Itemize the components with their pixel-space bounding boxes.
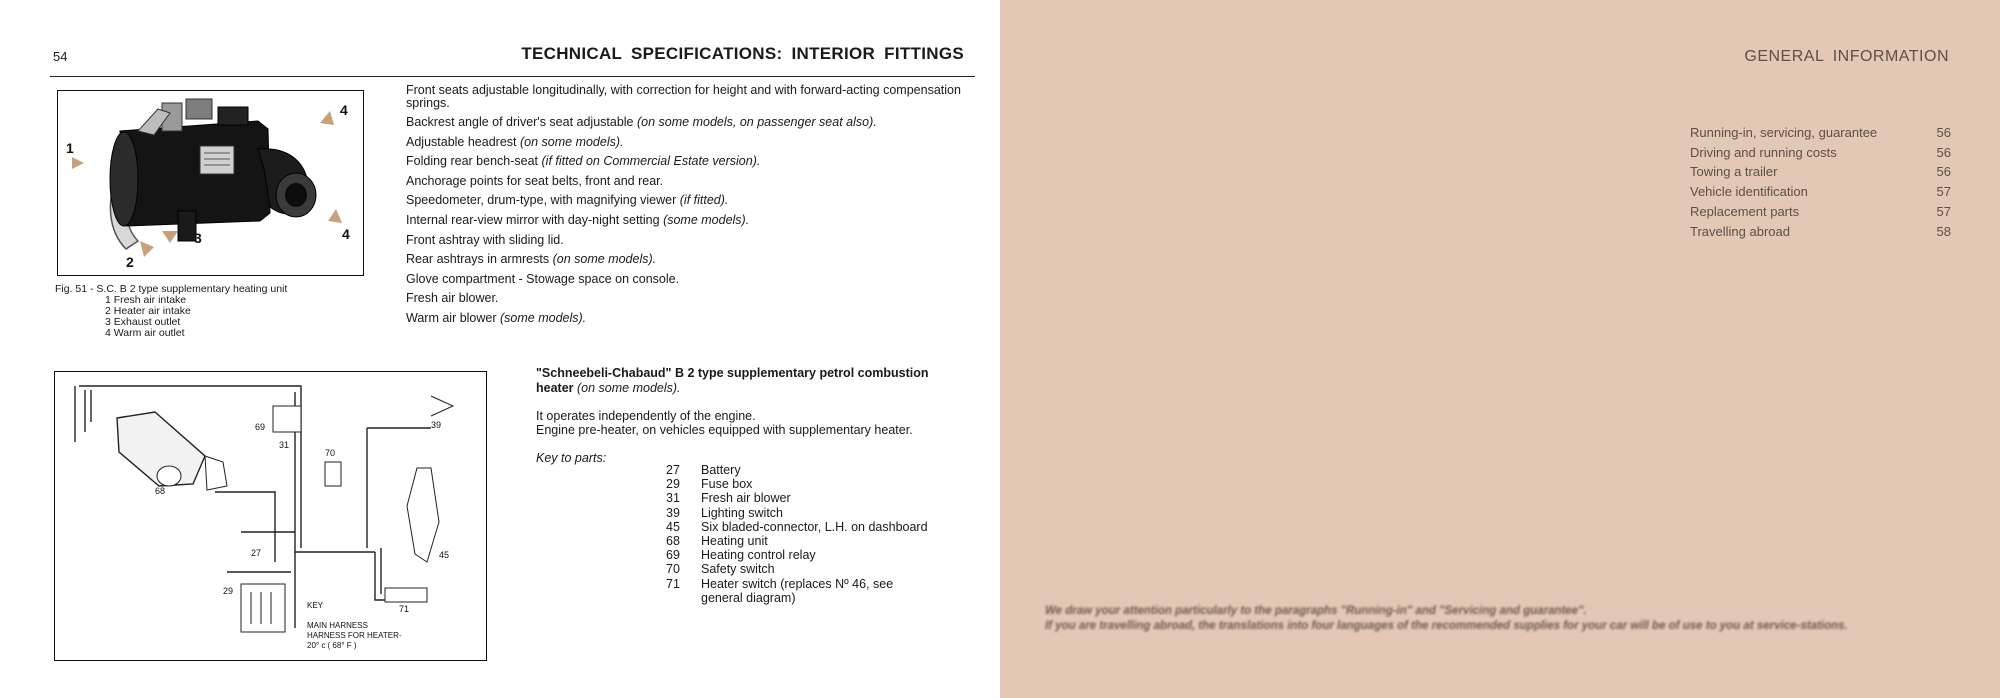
caption-item: 1 Fresh air intake <box>105 294 187 306</box>
toc-entry-page: 58 <box>1936 223 1951 239</box>
caption-title: Fig. 51 - S.C. B 2 type supplementary heating unit <box>55 283 288 295</box>
note-line: If you are travelling abroad, the translations into four languages of the recommended supplies for your car will be of use to you at service-stations. <box>1045 620 1848 632</box>
toc-entry[interactable] <box>1690 182 1951 202</box>
exhaust-arrow-icon <box>162 231 178 243</box>
caption-item: 4 Warm air outlet <box>105 327 185 339</box>
callout-4-top: 4 <box>340 102 348 118</box>
diagram-label-31: 31 <box>279 440 290 450</box>
toc-entry-label: Vehicle identification <box>1690 184 1808 200</box>
diagram-label-39: 39 <box>431 420 442 430</box>
toc-entry-page: 56 <box>1936 164 1951 180</box>
part-row: 31 Fresh air blower <box>666 491 791 506</box>
figure-heating-unit <box>57 90 364 276</box>
toc-entry-page: 56 <box>1936 144 1951 160</box>
general-information-title: GENERAL INFORMATION <box>1744 48 1949 65</box>
toc-entry-label: Replacement parts <box>1690 203 1800 219</box>
warm-air-arrow-top-icon <box>320 111 334 125</box>
spec-item: Rear ashtrays in armrests (on some models). <box>406 252 657 267</box>
header-rule <box>50 76 975 77</box>
toc-entry-label: Running-in, servicing, guarantee <box>1690 125 1878 140</box>
spec-item: Fresh air blower. <box>406 291 499 306</box>
toc-entry-label: Travelling abroad <box>1690 223 1790 239</box>
heating-unit-illustration <box>58 91 363 275</box>
diagram-label-71: 71 <box>399 604 410 614</box>
key-to-parts-label: Key to parts: <box>536 451 607 465</box>
spec-item: Folding rear bench-seat (if fitted on Commercial Estate version). <box>406 154 761 169</box>
toc-entry-page: 57 <box>1936 184 1951 200</box>
diagram-label-70: 70 <box>325 448 336 458</box>
toc-entry-label: Towing a trailer <box>1690 164 1778 180</box>
toc-entry-page: 56 <box>1936 125 1951 140</box>
diagram-label-27: 27 <box>251 548 262 558</box>
diagram-label-45: 45 <box>439 550 450 560</box>
spec-item: Glove compartment - Stowage space on console. <box>406 271 680 286</box>
heater-desc-line: Engine pre-heater, on vehicles equipped with supplementary heater. <box>536 423 913 437</box>
part-row: 70 Safety switch <box>666 562 775 577</box>
toc-entry[interactable] <box>1690 123 1951 143</box>
part-row: 39 Lighting switch <box>666 505 783 520</box>
part-row: 69 Heating control relay <box>666 548 816 563</box>
table-of-contents <box>1690 123 1951 241</box>
toc-entry[interactable] <box>1690 202 1951 222</box>
diagram-legend-main: MAIN HARNESS <box>307 621 368 630</box>
page-header-title: TECHNICAL SPECIFICATIONS: INTERIOR FITTINGS <box>521 44 964 63</box>
diagram-legend-heater: HARNESS FOR HEATER- <box>307 631 402 640</box>
callout-4-bottom: 4 <box>342 226 350 242</box>
figure-wiring-diagram <box>54 371 487 661</box>
key-to-parts-list <box>666 463 931 605</box>
attention-note <box>1045 604 1960 634</box>
fresh-air-arrow-icon <box>72 157 84 169</box>
warm-air-arrow-bottom-icon <box>328 209 342 223</box>
caption-item: 2 Heater air intake <box>105 305 191 317</box>
spec-item: Speedometer, drum-type, with magnifying viewer (if fitted). <box>406 193 729 208</box>
spec-item: Anchorage points for seat belts, front and rear. <box>406 173 664 188</box>
caption-item: 3 Exhaust outlet <box>105 316 181 328</box>
page-number: 54 <box>53 49 68 64</box>
toc-entry-label: Driving and running costs <box>1690 144 1837 160</box>
spec-item: Internal rear-view mirror with day-night setting (some models). <box>406 212 750 227</box>
part-row: 29 Fuse box <box>666 477 753 492</box>
spec-item: Front ashtray with sliding lid. <box>406 232 564 247</box>
diagram-legend-temp: 20° c ( 68° F ) <box>307 641 357 650</box>
diagram-label-69: 69 <box>255 422 266 432</box>
right-page <box>1000 0 2000 698</box>
heater-intake-arrow-icon <box>140 241 154 257</box>
toc-entry[interactable] <box>1690 162 1951 182</box>
diagram-label-29: 29 <box>223 586 234 596</box>
part-row: 68 Heating unit <box>666 534 768 549</box>
note-line: We draw your attention particularly to the paragraphs "Running-in" and "Servicing and guarantee". <box>1045 605 1587 617</box>
part-row: 27 Battery <box>666 463 741 477</box>
wiring-diagram <box>55 372 486 660</box>
figure-caption <box>55 284 287 339</box>
spec-item: Adjustable headrest (on some models). <box>406 134 624 149</box>
spec-item: Backrest angle of driver's seat adjustable (on some models, on passenger seat also). <box>406 115 877 129</box>
callout-1: 1 <box>66 140 74 156</box>
diagram-key-title: KEY <box>307 601 324 610</box>
specifications-list <box>406 84 976 329</box>
toc-entry[interactable] <box>1690 222 1951 242</box>
part-row: 45 Six bladed-connector, L.H. on dashboard <box>666 519 928 534</box>
spec-item: Warm air blower (some models). <box>406 310 587 325</box>
toc-entry[interactable] <box>1690 143 1951 163</box>
toc-entry-page: 57 <box>1936 203 1951 219</box>
callout-3: 3 <box>194 230 202 246</box>
spec-item: Front seats adjustable longitudinally, with correction for height and with forward-acting compensation springs. <box>406 83 961 110</box>
callout-2: 2 <box>126 254 134 270</box>
heater-desc-line: It operates independently of the engine. <box>536 409 756 423</box>
heater-description <box>536 409 976 437</box>
diagram-label-68: 68 <box>155 486 166 496</box>
part-row: 71 Heater switch (replaces Nº 46, see general diagram) <box>666 576 894 605</box>
heater-heading: "Schneebeli-Chabaud" B 2 type supplementary petrol combustion heater (on some models). <box>536 366 929 395</box>
